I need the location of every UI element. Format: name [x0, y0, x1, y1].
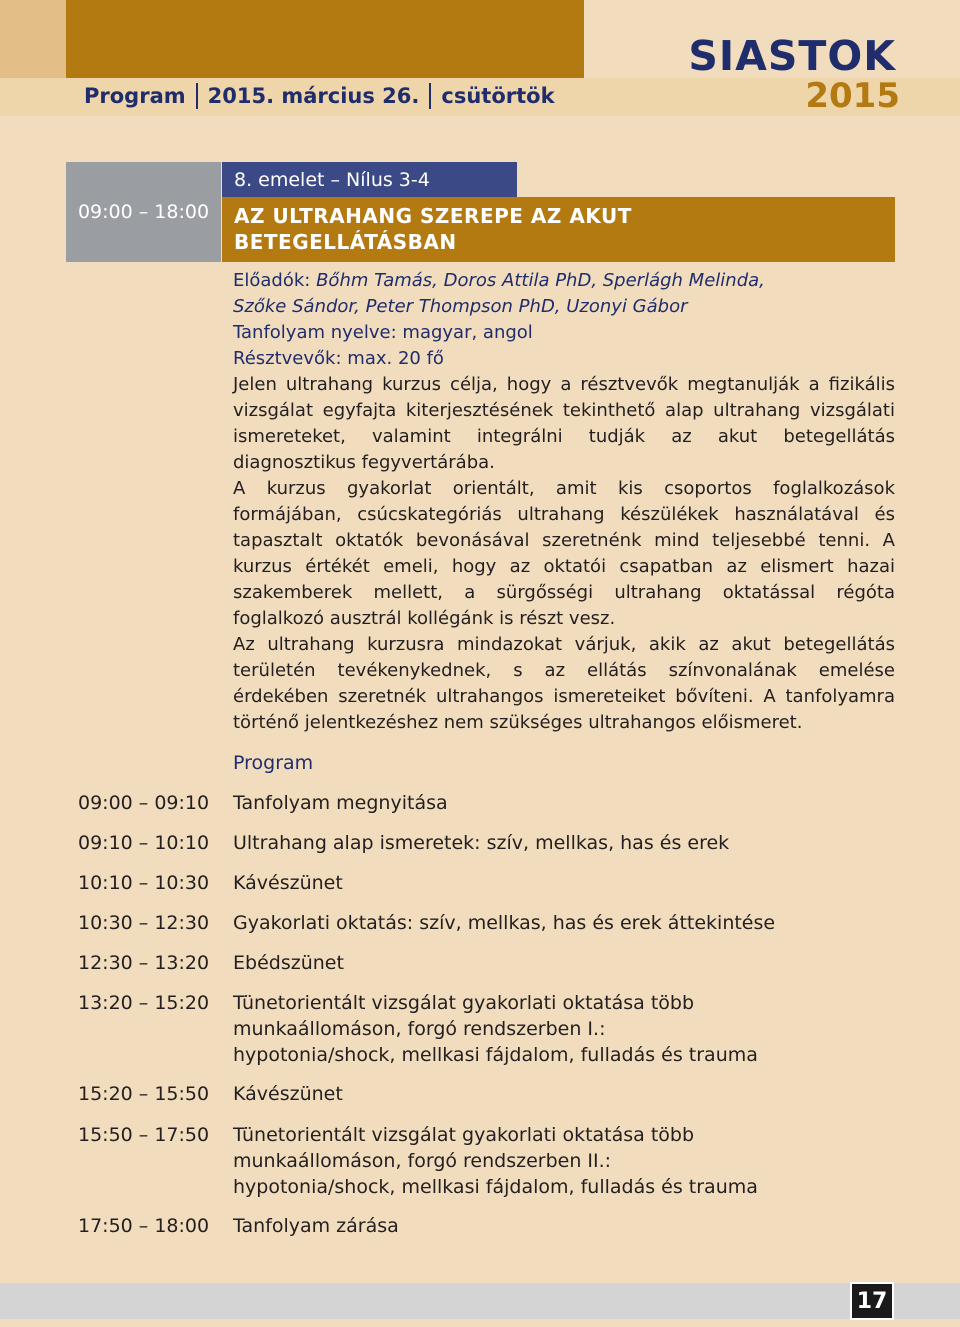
schedule-activity	[233, 990, 873, 1068]
session-details	[233, 268, 895, 736]
session-title-line: BETEGELLÁTÁSBAN	[234, 230, 457, 254]
description-paragraph: Az ultrahang kurzusra mindazokat várjuk, akik az akut betegellátás területén tevékenykednek, s az ellátás színvonalának emelése érdekében szeretnék ultrahangos ismereteiket bővíteni. A tanfolyamra történő jelentkezéshez nem szükséges ultrahangos előismeret.	[233, 634, 895, 733]
schedule-time: 10:10 – 10:30	[78, 872, 210, 894]
schedule-activity-line: munkaállomáson, forgó rendszerben I.:	[233, 1018, 606, 1040]
schedule-activity: Tanfolyam megnyitása	[233, 792, 448, 814]
page-header-line	[84, 82, 555, 110]
schedule-time: 12:30 – 13:20	[78, 952, 210, 974]
schedule-time: 13:20 – 15:20	[78, 992, 210, 1014]
description-paragraph: A kurzus gyakorlat orientált, amit kis csoportos foglalkozások formájában, csúcskategóriás ultrahang készülékek használatával és tapasztalt oktatók bevonásával szeretnénk mind teljesebbé tenni. A kurzus értékét emeli, hogy az oktatói csapatban az elismert hazai szakemberek mellett, a sürgősségi ultrahang oktatással régóta foglalkozó ausztrál kollégánk is részt vesz.	[233, 478, 895, 629]
page-number: 17	[850, 1282, 894, 1320]
participants-value: max. 20 fő	[347, 348, 444, 369]
schedule-activity: Gyakorlati oktatás: szív, mellkas, has és erek áttekintése	[233, 912, 776, 934]
session-title-line: AZ ULTRAHANG SZEREPE AZ AKUT	[234, 204, 632, 228]
program-heading: Program	[233, 752, 314, 774]
presenters-names: Szőke Sándor, Peter Thompson PhD, Uzonyi Gábor	[233, 296, 688, 317]
schedule-activity-line: hypotonia/shock, mellkasi fájdalom, fulladás és trauma	[233, 1044, 758, 1066]
presenters-names: Bőhm Tamás, Doros Attila PhD, Sperlágh Melinda,	[316, 270, 765, 291]
session-title	[222, 197, 895, 262]
presenters-label: Előadók:	[233, 270, 311, 291]
schedule-time: 10:30 – 12:30	[78, 912, 210, 934]
participants	[233, 346, 895, 372]
session-time: 09:00 – 18:00	[66, 162, 221, 262]
schedule-activity	[233, 1122, 873, 1200]
schedule-activity-line: Tünetorientált vizsgálat gyakorlati oktatása több	[233, 992, 695, 1014]
language-value: magyar, angol	[402, 322, 533, 343]
separator	[196, 83, 198, 109]
brand-year: 2015	[805, 76, 900, 116]
schedule-time: 09:00 – 09:10	[78, 792, 210, 814]
language	[233, 320, 895, 346]
schedule-time: 15:20 – 15:50	[78, 1083, 210, 1105]
schedule-activity-line: hypotonia/shock, mellkasi fájdalom, fulladás és trauma	[233, 1176, 758, 1198]
schedule-activity: Kávészünet	[233, 1083, 343, 1105]
date-label: 2015. március 26.	[207, 84, 420, 108]
schedule-activity: Ultrahang alap ismeretek: szív, mellkas, has és erek	[233, 832, 730, 854]
schedule-activity-line: Tünetorientált vizsgálat gyakorlati oktatása több	[233, 1124, 695, 1146]
schedule-time: 15:50 – 17:50	[78, 1124, 210, 1146]
language-label: Tanfolyam nyelve:	[233, 322, 397, 343]
session-location: 8. emelet – Nílus 3-4	[222, 162, 517, 197]
schedule-activity: Kávészünet	[233, 872, 343, 894]
schedule-time: 09:10 – 10:10	[78, 832, 210, 854]
description-paragraph: Jelen ultrahang kurzus célja, hogy a résztvevők megtanulják a fizikális vizsgálat egyfajta kiterjesztésének tekinthető alap ultrahang vizsgálati ismereteket, valamint integrálni tudják az akut betegellátás diagnosztikus fegyvertárába.	[233, 374, 895, 473]
schedule-time: 17:50 – 18:00	[78, 1215, 210, 1237]
weekday-label: csütörtök	[441, 84, 555, 108]
schedule-activity: Tanfolyam zárása	[233, 1215, 399, 1237]
footer-bar	[0, 1283, 960, 1319]
participants-label: Résztvevők:	[233, 348, 342, 369]
schedule-activity-line: munkaállomáson, forgó rendszerben II.:	[233, 1150, 612, 1172]
separator	[429, 83, 431, 109]
schedule-activity: Ebédszünet	[233, 952, 344, 974]
brand-name: SIASTOK	[688, 32, 896, 80]
program-label: Program	[84, 84, 186, 108]
presenters	[233, 268, 895, 320]
